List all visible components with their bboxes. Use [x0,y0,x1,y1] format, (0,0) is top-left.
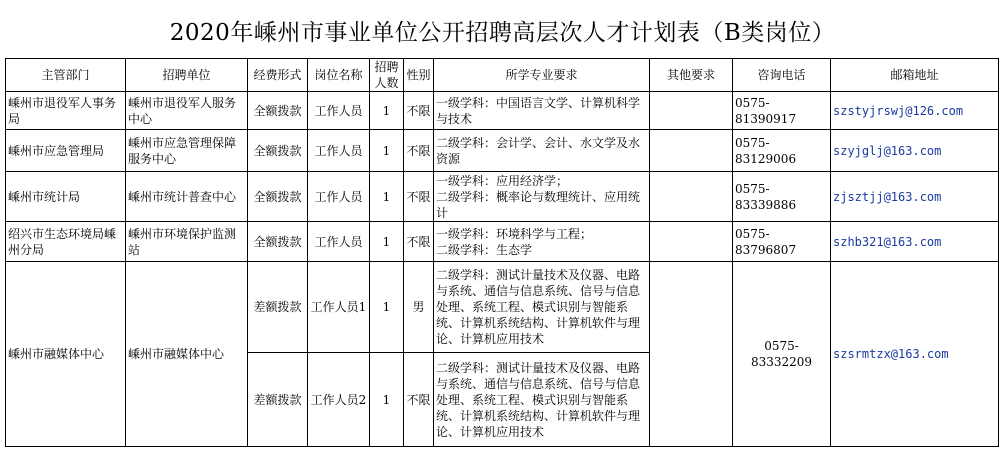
cell-post: 工作人员 [308,172,370,222]
page-title: 2020年嵊州市事业单位公开招聘高层次人才计划表（B类岗位） [169,20,836,46]
cell-other [650,172,733,222]
cell-num: 1 [370,172,404,222]
cell-sex: 不限 [404,92,434,130]
col-header-other: 其他要求 [650,59,733,92]
cell-major: 一级学科：中国语言文学、计算机科学与技术 [434,92,650,130]
cell-other [650,262,733,447]
cell-dept: 嵊州市融媒体中心 [6,262,126,447]
recruitment-table [5,58,999,447]
cell-post: 工作人员2 [308,353,370,447]
col-header-fund: 经费形式 [248,59,308,92]
cell-email[interactable]: szstyjrswj@126.com [831,92,999,130]
cell-post: 工作人员 [308,130,370,172]
cell-phone: 0575-83129006 [733,130,831,172]
cell-email[interactable]: szhb321@163.com [831,222,999,262]
cell-num: 1 [370,262,404,353]
cell-major: 二级学科：测试计量技术及仪器、电路与系统、通信与信息系统、信号与信息处理、系统工程、模式识别与智能系统、计算机系统结构、计算机软件与理论、计算机应用技术 [434,262,650,353]
cell-sex: 不限 [404,353,434,447]
cell-other [650,130,733,172]
col-header-dept: 主管部门 [6,59,126,92]
cell-dept: 嵊州市退役军人事务局 [6,92,126,130]
cell-email[interactable]: szyjglj@163.com [831,130,999,172]
cell-sex: 男 [404,262,434,353]
cell-email[interactable]: zjsztjj@163.com [831,172,999,222]
col-header-num: 招聘人数 [370,59,404,92]
cell-unit: 嵊州市融媒体中心 [126,262,248,447]
cell-major: 一级学科：应用经济学； 二级学科：概率论与数理统计、应用统计 [434,172,650,222]
cell-post: 工作人员1 [308,262,370,353]
cell-major: 二级学科：会计学、会计、水文学及水资源 [434,130,650,172]
cell-email[interactable]: szsrmtzx@163.com [831,262,999,447]
cell-unit: 嵊州市统计普查中心 [126,172,248,222]
table-row [6,222,999,262]
header-row [6,59,999,92]
cell-fund: 全额拨款 [248,222,308,262]
cell-phone: 0575-83339886 [733,172,831,222]
table-row [6,130,999,172]
cell-fund: 全额拨款 [248,172,308,222]
cell-sex: 不限 [404,130,434,172]
cell-sex: 不限 [404,172,434,222]
col-header-sex: 性别 [404,59,434,92]
cell-dept: 绍兴市生态环境局嵊州分局 [6,222,126,262]
cell-unit: 嵊州市退役军人服务中心 [126,92,248,130]
col-header-major: 所学专业要求 [434,59,650,92]
cell-unit: 嵊州市环境保护监测站 [126,222,248,262]
table-row [6,262,999,353]
col-header-post: 岗位名称 [308,59,370,92]
cell-phone: 0575-83796807 [733,222,831,262]
table-row [6,92,999,130]
cell-dept: 嵊州市应急管理局 [6,130,126,172]
cell-other [650,222,733,262]
cell-fund: 差额拨款 [248,262,308,353]
cell-dept: 嵊州市统计局 [6,172,126,222]
cell-post: 工作人员 [308,222,370,262]
cell-num: 1 [370,130,404,172]
col-header-phone: 咨询电话 [733,59,831,92]
cell-fund: 差额拨款 [248,353,308,447]
col-header-unit: 招聘单位 [126,59,248,92]
table-row [6,172,999,222]
cell-num: 1 [370,92,404,130]
col-header-email: 邮箱地址 [831,59,999,92]
cell-phone: 0575-81390917 [733,92,831,130]
cell-unit: 嵊州市应急管理保障服务中心 [126,130,248,172]
cell-major: 一级学科：环境科学与工程； 二级学科：生态学 [434,222,650,262]
cell-phone: 0575-83332209 [733,262,831,447]
cell-num: 1 [370,222,404,262]
cell-post: 工作人员 [308,92,370,130]
cell-sex: 不限 [404,222,434,262]
cell-fund: 全额拨款 [248,92,308,130]
cell-fund: 全额拨款 [248,130,308,172]
cell-major: 二级学科：测试计量技术及仪器、电路与系统、通信与信息系统、信号与信息处理、系统工程、模式识别与智能系统、计算机系统结构、计算机软件与理论、计算机应用技术 [434,353,650,447]
cell-other [650,92,733,130]
cell-num: 1 [370,353,404,447]
